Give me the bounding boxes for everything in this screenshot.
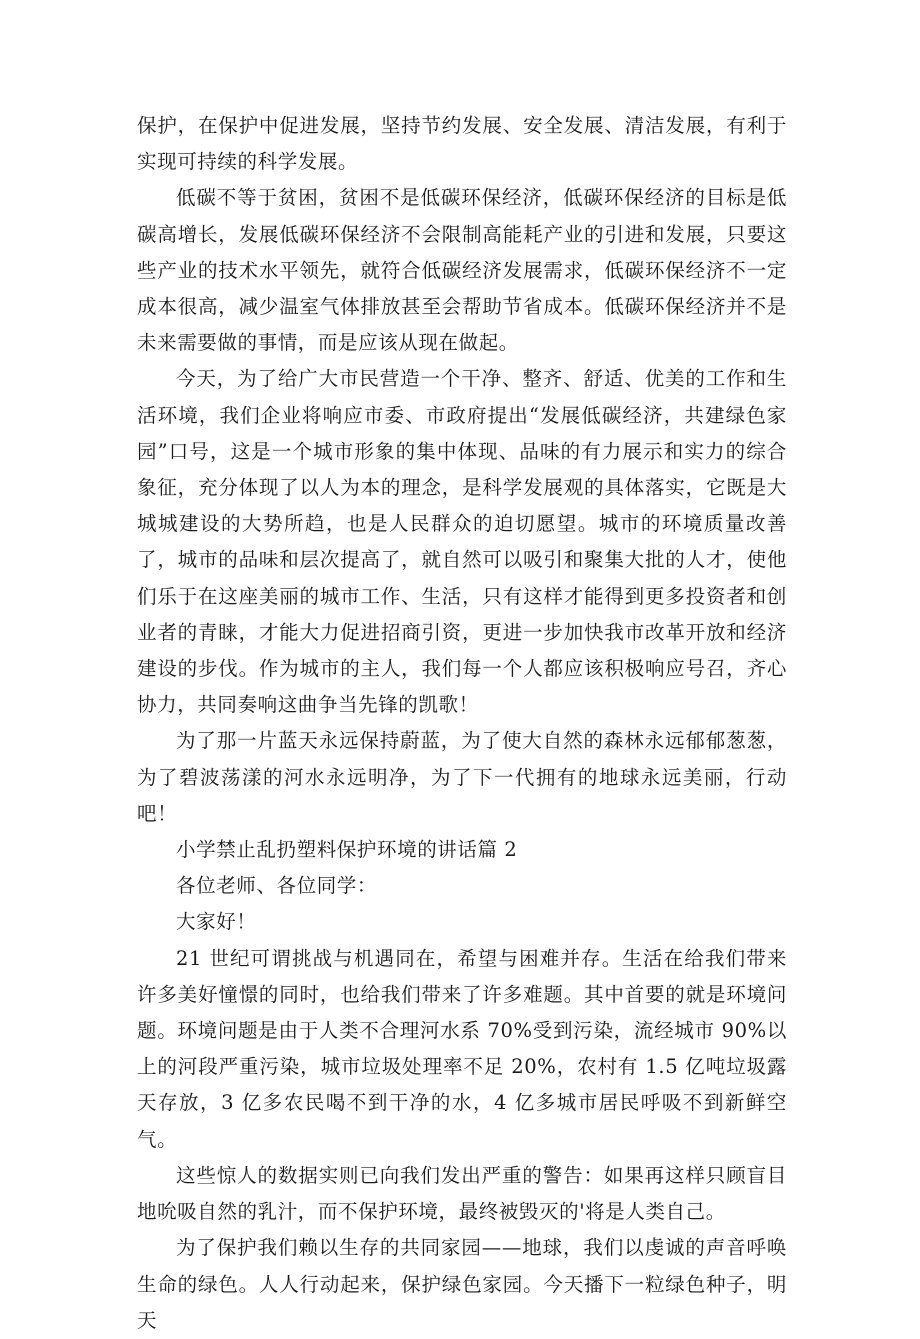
paragraph-1: 保护，在保护中促进发展，坚持节约发展、安全发展、清洁发展，有利于实现可持续的科学发展。 [137,114,787,174]
document-body [137,108,787,1339]
paragraph-3: 今天，为了给广大市民营造一个干净、整齐、舒适、优美的工作和生活环境，我们企业将响应市委、市政府提出“发展低碳经济，共建绿色家园”口号，这是一个城市形象的集中体现、品味的有力展示和实力的综合象征，充分体现了以人为本的理念，是科学发展观的具体落实，它既是大城城建设的大势所趋，也是人民群众的迫切愿望。城市的环境质量改善了，城市的品味和层次提高了，就自然可以吸引和聚集大批的人才，使他们乐于在这座美丽的城市工作、生活，只有这样才能得到更多投资者和创业者的青睐，才能大力促进招商引资，更进一步加快我市改革开放和经济建设的步伐。作为城市的主人，我们每一个人都应该积极响应号召，齐心协力，共同奏响这曲争当先锋的凯歌！ [137,367,787,717]
paragraph-5: 21 世纪可谓挑战与机遇同在，希望与困难并存。生活在给我们带来许多美好憧憬的同时，也给我们带来了许多难题。其中首要的就是环境问题。环境问题是由于人类不合理河水系 70%受到污染，流经城市 90%以上的河段严重污染，城市垃圾处理率不足 20%，农村有 1.5 亿吨垃圾露天存放，3 亿多农民喝不到干净的水，4 亿多城市居民呼吸不到新鲜空气。 [137,946,787,1151]
paragraph-7: 为了保护我们赖以生存的共同家园——地球，我们以虔诚的声音呼唤生命的绿色。人人行动起来，保护绿色家园。今天播下一粒绿色种子，明天 [137,1236,787,1332]
paragraph-6: 这些惊人的数据实则已向我们发出严重的警告：如果再这样只顾盲目地吮吸自然的乳汁，而不保护环境，最终被毁灭的'将是人类自己。 [137,1163,787,1224]
paragraph-2: 低碳不等于贫困，贫困不是低碳环保经济，低碳环保经济的目标是低碳高增长，发展低碳环保经济不会限制高能耗产业的引进和发展，只要这些产业的技术水平领先，就符合低碳经济发展需求，低碳环保经济不一定成本很高，减少温室气体排放甚至会帮助节省成本。低碳环保经济并不是未来需要做的事情，而是应该从现在做起。 [137,186,787,355]
greeting: 大家好！ [176,910,257,934]
salutation: 各位老师、各位同学： [176,874,378,898]
paragraph-4: 为了那一片蓝天永远保持蔚蓝，为了使大自然的森林永远郁郁葱葱，为了碧波荡漾的河水永远明净，为了下一代拥有的地球永远美丽，行动吧！ [137,729,787,825]
section-heading: 小学禁止乱扔塑料保护环境的讲话篇 2 [176,838,518,862]
